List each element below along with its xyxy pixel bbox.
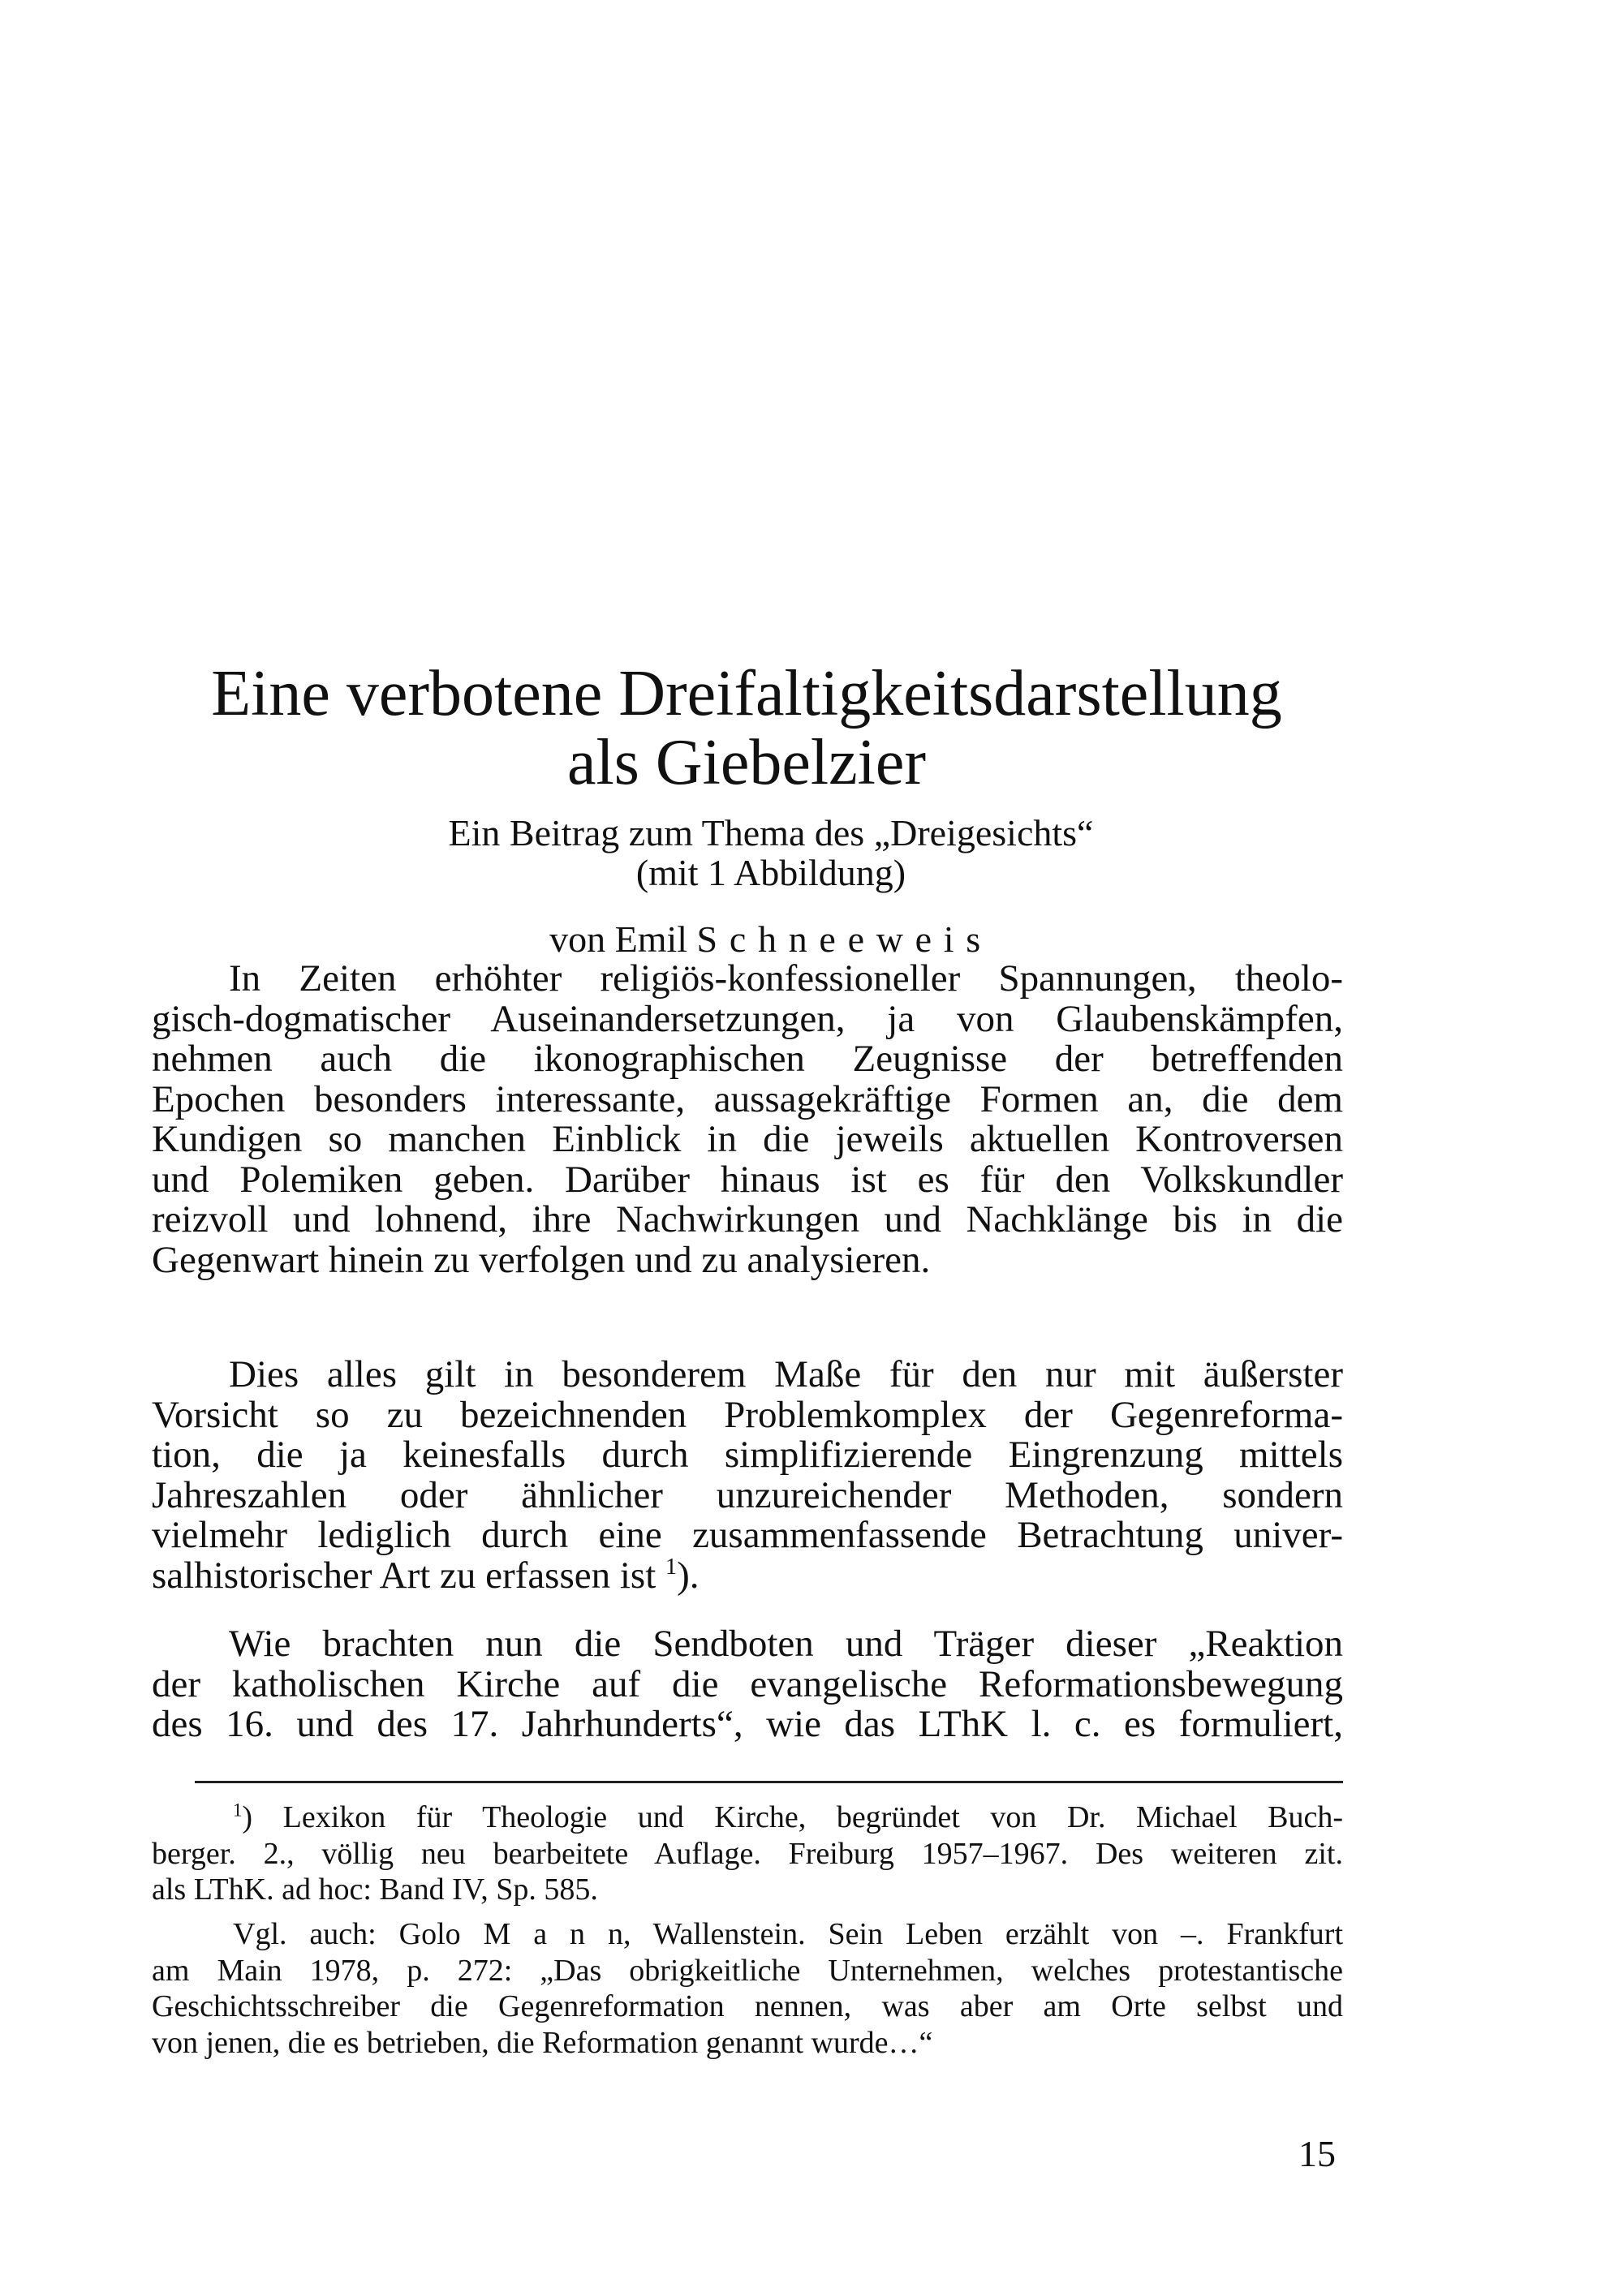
text-line	[152, 1395, 1343, 1436]
text-line	[152, 1240, 1343, 1281]
page-number: 15	[1298, 2133, 1336, 2174]
text-line	[152, 997, 1343, 1040]
text-line	[152, 1077, 1343, 1120]
line-text: am Main 1978, p. 272: „Das obrigkeitliche Unternehmen, welches protestantische	[152, 1953, 1343, 1988]
text-line	[152, 1705, 1343, 1745]
line-text: Vgl. auch: Golo M a n n, Wallenstein. Sein Leben erzählt von –. Frankfurt	[233, 1917, 1343, 1951]
line-text: In Zeiten erhöhter religiös-konfessioneller Spannungen, theolo-	[229, 957, 1343, 1000]
text-line	[152, 1836, 1343, 1872]
line-text: Epochen besonders interessante, aussagekräftige Formen an, die dem	[152, 1077, 1343, 1120]
text-line	[152, 959, 1343, 1000]
text-line	[152, 1120, 1343, 1160]
line-text: nehmen auch die ikonographischen Zeugnisse der betreffenden	[152, 1038, 1343, 1080]
subtitle-line-1: Ein Beitrag zum Thema des „Dreigesichts“	[448, 812, 1094, 853]
line-text: Dies alles gilt in besonderem Maße für den nur mit äußerster	[229, 1353, 1343, 1395]
byline	[0, 918, 1582, 961]
text-line	[152, 1989, 1343, 2025]
line-text: Vorsicht so zu bezeichnenden Problemkomplex der Gegenreforma-	[152, 1393, 1343, 1436]
line-text: Kundigen so manchen Einblick in die jeweils aktuellen Kontroversen	[152, 1118, 1343, 1160]
text-line	[152, 1662, 1343, 1705]
text-line	[152, 1872, 1343, 1908]
text-line	[152, 1516, 1343, 1556]
footnote-2	[152, 1916, 1343, 2061]
line-text: des 16. und des 17. Jahrhunderts“, wie das LThK l. c. es formuliert,	[152, 1703, 1343, 1745]
paragraph-3	[152, 1624, 1343, 1745]
text-line	[152, 1473, 1343, 1516]
text-line	[152, 1916, 1343, 1953]
paragraph-1	[152, 959, 1343, 1280]
article-title-line-1: Eine verbotene Dreifaltigkeitsdarstellung	[211, 658, 1282, 729]
line-text: vielmehr lediglich durch eine zusammenfassende Betrachtung univer-	[152, 1514, 1343, 1556]
line-text: tion, die ja keinesfalls durch simplifizierende Eingrenzung mittels	[152, 1434, 1343, 1476]
text-line	[152, 1953, 1343, 1989]
text-line	[152, 1039, 1343, 1080]
line-text: Jahreszahlen oder ähnlicher unzureichender Methoden, sondern	[152, 1473, 1343, 1516]
line-text: ) Lexikon für Theologie und Kirche, begründet von Dr. Michael Buch-	[242, 1800, 1343, 1834]
text-line	[152, 1160, 1343, 1201]
line-text: reizvoll und lohnend, ihre Nachwirkungen und Nachklänge bis in die	[152, 1198, 1343, 1240]
text-line	[152, 1200, 1343, 1240]
line-text: berger. 2., völlig neu bearbeitete Auflage. Freiburg 1957–1967. Des weiteren zit.	[152, 1836, 1343, 1871]
footnote-reference: 1	[665, 1554, 678, 1580]
line-text: Gegenwart hinein zu verfolgen und zu analysieren.	[152, 1238, 931, 1281]
text-line	[152, 1799, 1343, 1836]
line-text: der katholischen Kirche auf die evangelische Reformationsbewegung	[152, 1662, 1343, 1705]
line-text: Wie brachten nun die Sendboten und Träger dieser „Reaktion	[229, 1623, 1343, 1665]
footnote-1	[152, 1799, 1343, 1908]
text-line	[152, 1355, 1343, 1395]
footnote-divider	[195, 1781, 1343, 1783]
line-text: gisch-dogmatischer Auseinandersetzungen, ja von Glaubenskämpfen,	[152, 997, 1343, 1040]
text-line	[152, 2025, 1343, 2062]
text-line	[152, 1435, 1343, 1476]
line-text: von jenen, die es betrieben, die Reformation genannt wurde…“	[152, 2025, 933, 2060]
line-text: als LThK. ad hoc: Band IV, Sp. 585.	[152, 1872, 598, 1907]
text-line	[152, 1624, 1343, 1665]
line-text: ).	[677, 1554, 700, 1597]
text-line	[152, 1556, 1343, 1597]
byline-prefix: von Emil	[549, 918, 697, 960]
subtitle-line-2: (mit 1 Abbildung)	[635, 852, 906, 893]
line-text: salhistorischer Art zu erfassen ist	[152, 1554, 666, 1597]
article-title-line-2: als Giebelzier	[567, 727, 926, 798]
author-surname: Schneeweis	[696, 918, 992, 960]
paragraph-2	[152, 1355, 1343, 1596]
line-text: Geschichtsschreiber die Gegenreformation nennen, was aber am Orte selbst und	[152, 1989, 1343, 2023]
footnote-marker: 1	[233, 1799, 243, 1821]
line-text: und Polemiken geben. Darüber hinaus ist es für den Volkskundler	[152, 1158, 1343, 1201]
